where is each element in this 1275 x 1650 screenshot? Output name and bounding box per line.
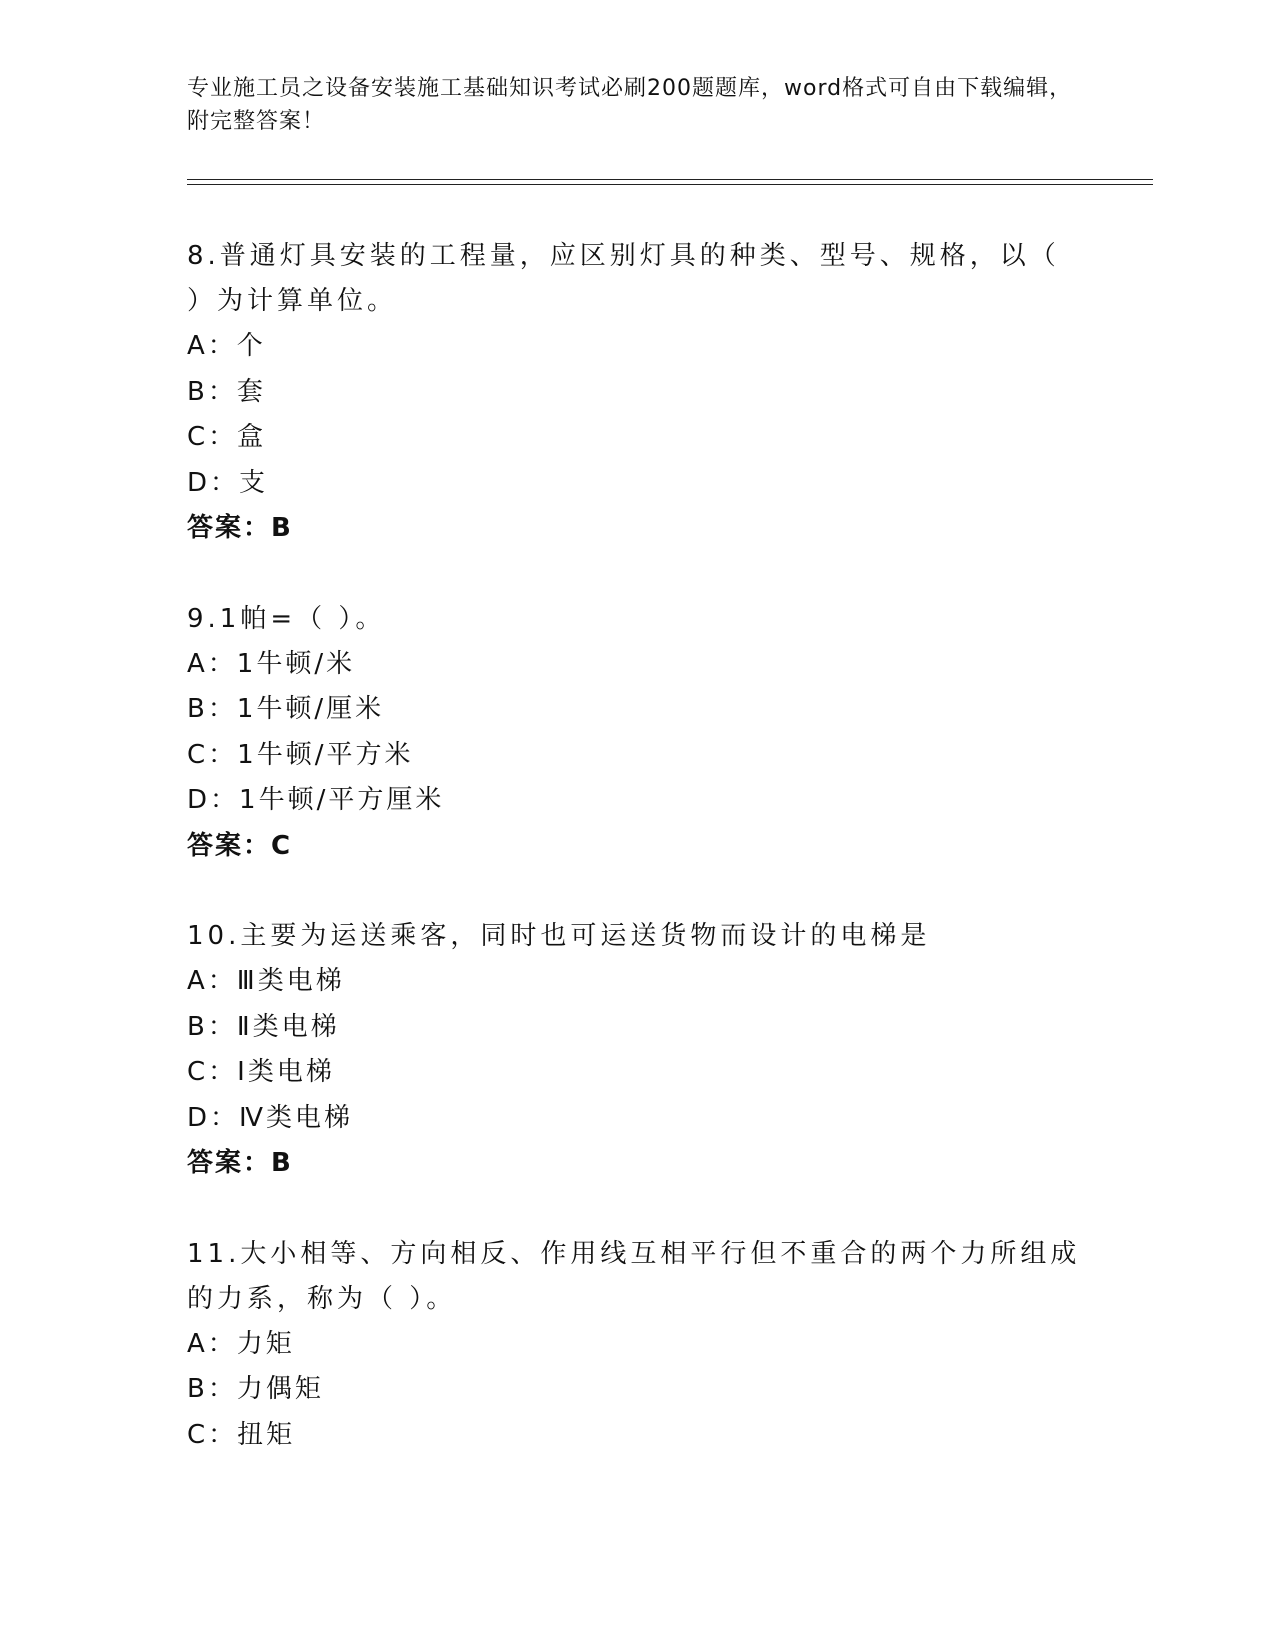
question-11 [187,1232,1087,1459]
option-d: D：Ⅳ类电梯 [187,1102,354,1133]
header-divider-top [187,179,1153,180]
option-c: C：盒 [187,422,267,452]
option-a: A：Ⅲ类电梯 [187,966,345,996]
option-c: C：扭矩 [187,1419,296,1450]
option-c: C：1牛顿/平方米 [187,739,414,770]
option-c: C：Ⅰ类电梯 [187,1057,335,1087]
question-text: 8.普通灯具安装的工程量，应区别灯具的种类、型号、规格，以（ ）为计算单位。 [187,241,1060,316]
option-b: B：Ⅱ类电梯 [187,1011,340,1042]
option-d: D：支 [187,467,269,498]
question-text: 10.主要为运送乘客，同时也可运送货物而设计的电梯是 [187,921,931,951]
question-8 [187,234,1087,552]
option-b: B：套 [187,376,266,407]
option-b: B：1牛顿/厘米 [187,694,385,724]
header-divider-bottom [187,184,1153,185]
question-9 [187,597,1087,870]
question-text: 9.1帕=（ ）。 [187,603,386,634]
option-d: D：1牛顿/平方厘米 [187,785,445,815]
document-header: 专业施工员之设备安装施工基础知识考试必刷200题题库，word格式可自由下载编辑，附完整答案！ [187,76,1073,134]
answer-line: 答案：B [187,513,293,543]
option-a: A：个 [187,331,266,361]
option-a: A：1牛顿/米 [187,648,356,679]
option-b: B：力偶矩 [187,1374,324,1404]
question-list [187,234,1087,1503]
question-text: 11.大小相等、方向相反、作用线互相平行但不重合的两个力所组成的力系，称为（ ）。 [187,1238,1081,1314]
answer-line: 答案：C [187,830,293,861]
option-a: A：力矩 [187,1328,295,1359]
question-10 [187,914,1087,1187]
answer-line: 答案：B [187,1148,293,1178]
